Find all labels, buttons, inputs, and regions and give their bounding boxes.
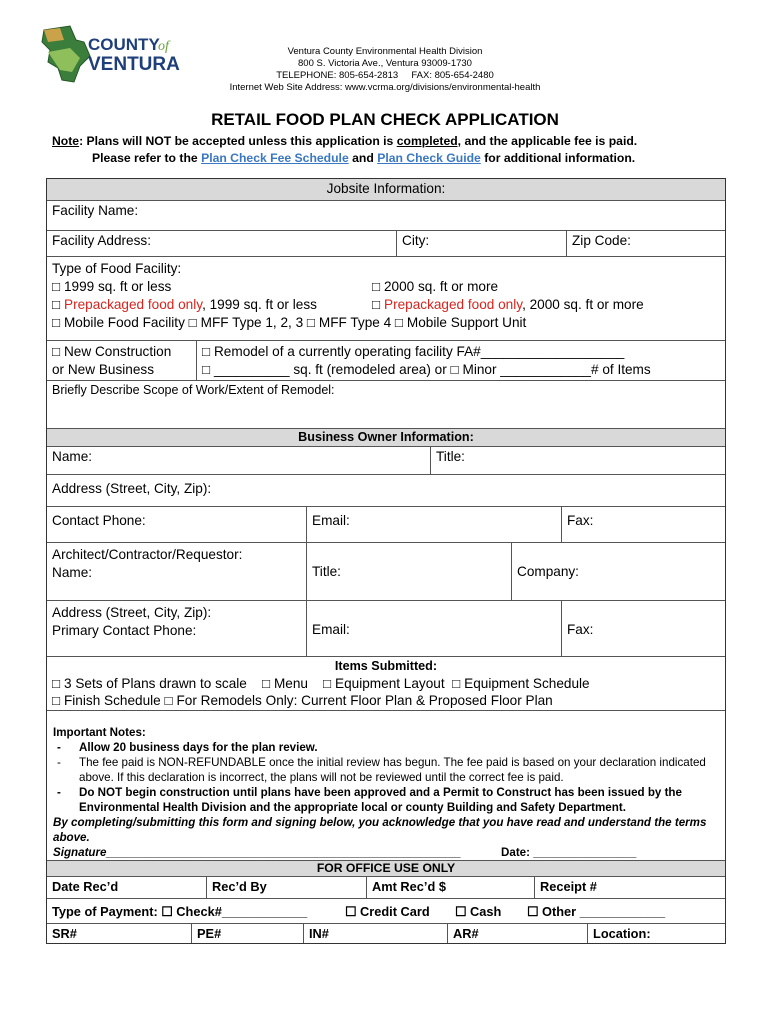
agency-phone: TELEPHONE: 805-654-2813 FAX: 805-654-2480 — [276, 70, 494, 81]
office-header-label: FOR OFFICE USE ONLY — [316, 861, 456, 875]
checkbox: □ — [372, 297, 384, 312]
prepack-size: , 2000 sq. ft or more — [522, 297, 644, 312]
facility-address-field[interactable] — [47, 231, 397, 256]
items-header: Items Submitted: — [334, 659, 438, 673]
owner-phone-label: Contact Phone: — [52, 513, 146, 528]
owner-email-label: Email: — [312, 513, 350, 528]
location-field[interactable] — [588, 924, 725, 943]
new-business-label: or New Business — [52, 362, 154, 377]
agency-info — [200, 46, 570, 94]
architect-email-field[interactable] — [307, 601, 562, 656]
recd-by-field[interactable] — [207, 877, 367, 898]
items-submitted-section — [47, 657, 725, 710]
county-logo — [40, 22, 190, 86]
items-line-2[interactable]: □ Finish Schedule □ For Remodels Only: Current Floor Plan & Proposed Floor Plan — [52, 693, 553, 708]
facility-type-section — [47, 257, 725, 340]
new-construction-option[interactable] — [47, 341, 197, 380]
architect-fax-label: Fax: — [567, 622, 594, 637]
opt-2000[interactable]: □ 2000 sq. ft or more — [372, 279, 499, 294]
agency-web: Internet Web Site Address: www.vcrma.org/divisions/environmental-health — [229, 82, 541, 93]
application-form — [46, 178, 726, 944]
payment-cash[interactable]: ☐ Cash — [455, 904, 502, 919]
office-header — [47, 861, 725, 877]
sr-field[interactable] — [47, 924, 192, 943]
remodel-area-label: □ __________ sq. ft (remodeled area) or □ Minor ____________# of Items — [202, 362, 651, 377]
zip-field[interactable] — [567, 231, 725, 256]
facility-name-label: Facility Name: — [52, 203, 139, 218]
agency-address: 800 S. Victoria Ave., Ventura 93009-1730 — [298, 58, 472, 69]
receipt-field[interactable] — [535, 877, 725, 898]
amt-recd-field[interactable] — [367, 877, 535, 898]
opt-prepack-2000[interactable] — [372, 296, 644, 314]
prepack-label: Prepackaged food only — [64, 297, 203, 312]
payment-credit[interactable]: ☐ Credit Card — [345, 904, 430, 919]
opt-1999[interactable]: □ 1999 sq. ft or less — [52, 279, 172, 294]
owner-header-label: Business Owner Information: — [298, 430, 474, 444]
plan-check-guide-link[interactable]: Plan Check Guide — [377, 151, 481, 165]
architect-title-field[interactable] — [307, 543, 512, 600]
architect-address-label: Address (Street, City, Zip): — [52, 605, 212, 620]
note-info: for additional information. — [480, 151, 636, 165]
remodel-label: □ Remodel of a currently operating facility FA#___________________ — [202, 344, 625, 359]
note — [52, 133, 637, 167]
note-item-2: - The fee paid is NON-REFUNDABLE once the initial review has begun. The fee paid is based on your declaration indicated above. If this declaration is incorrect, the plans will not be reviewed until the correct fee is paid. — [53, 755, 719, 785]
note-refer: Please refer to the — [92, 151, 202, 165]
page-title: RETAIL FOOD PLAN CHECK APPLICATION — [211, 110, 559, 129]
owner-name-field[interactable] — [47, 447, 431, 474]
fee-schedule-link[interactable]: Plan Check Fee Schedule — [201, 151, 349, 165]
note-label: Note — [52, 134, 80, 148]
owner-address-label: Address (Street, City, Zip): — [52, 481, 212, 496]
architect-company-field[interactable] — [512, 543, 725, 600]
new-construction-label: □ New Construction — [52, 344, 172, 359]
scope-label: Briefly Describe Scope of Work/Extent of Remodel: — [52, 383, 335, 397]
notes-header: Important Notes: — [53, 726, 146, 739]
owner-fax-label: Fax: — [567, 513, 594, 528]
owner-header — [47, 429, 725, 447]
pe-field[interactable] — [192, 924, 304, 943]
date-field[interactable]: Date: ________________ — [501, 846, 637, 859]
facility-name-field[interactable] — [47, 201, 725, 231]
in-field[interactable] — [304, 924, 448, 943]
architect-email-label: Email: — [312, 622, 350, 637]
payment-other[interactable]: ☐ Other ____________ — [527, 904, 666, 919]
opt-prepack-1999[interactable] — [52, 296, 372, 314]
receipt-label: Receipt # — [540, 879, 597, 894]
note-and: and — [348, 151, 378, 165]
architect-label: Architect/Contractor/Requestor: — [52, 547, 243, 562]
opt-mobile[interactable]: □ Mobile Food Facility □ MFF Type 1, 2, 3 □ MFF Type 4 □ Mobile Support Unit — [52, 315, 527, 330]
agency-name: Ventura County Environmental Health Division — [287, 46, 483, 57]
location-label: Location: — [593, 926, 651, 941]
owner-name-label: Name: — [52, 449, 93, 464]
owner-title-field[interactable] — [431, 447, 725, 474]
note-completed: completed, — [396, 134, 462, 148]
owner-title-label: Title: — [436, 449, 465, 464]
ar-field[interactable] — [448, 924, 588, 943]
city-label: City: — [402, 233, 430, 248]
architect-title-label: Title: — [312, 564, 341, 579]
owner-phone-field[interactable] — [47, 507, 307, 542]
facility-address-label: Facility Address: — [52, 233, 151, 248]
architect-company-label: Company: — [517, 564, 579, 579]
architect-fax-field[interactable] — [562, 601, 725, 656]
note-text: : Plans will NOT be accepted unless this application is — [79, 134, 397, 148]
important-notes — [47, 711, 725, 860]
architect-name-field[interactable] — [47, 543, 307, 600]
amt-recd-label: Amt Rec’d $ — [372, 879, 446, 894]
prepack-size: , 1999 sq. ft or less — [202, 297, 317, 312]
jobsite-header-label: Jobsite Information: — [326, 181, 446, 196]
date-recd-label: Date Rec’d — [52, 879, 119, 894]
jobsite-header — [47, 179, 725, 201]
svg-text:of: of — [158, 39, 169, 54]
logo-ventura-text: VENTURA — [88, 54, 180, 75]
in-label: IN# — [309, 926, 329, 941]
pe-label: PE# — [197, 926, 222, 941]
payment-check[interactable]: Type of Payment: ☐ Check#____________ — [52, 904, 308, 919]
owner-email-field[interactable] — [307, 507, 562, 542]
zip-label: Zip Code: — [572, 233, 631, 248]
items-line-1[interactable]: □ 3 Sets of Plans drawn to scale □ Menu □ Equipment Layout □ Equipment Schedule — [52, 676, 590, 691]
facility-type-label: Type of Food Facility: — [52, 261, 182, 276]
logo-county-text: COUNTY — [88, 35, 160, 54]
remodel-option[interactable] — [197, 341, 725, 380]
architect-phone-label: Primary Contact Phone: — [52, 623, 197, 638]
ar-label: AR# — [453, 926, 479, 941]
county-map-icon — [40, 22, 190, 86]
city-field[interactable] — [397, 231, 567, 256]
architect-name-label: Name: — [52, 565, 93, 580]
checkbox: □ — [52, 297, 64, 312]
sr-label: SR# — [52, 926, 77, 941]
acknowledgement: By completing/submitting this form and signing below, you acknowledge that you have read and understand the terms above. — [53, 816, 707, 844]
owner-address-field[interactable] — [47, 475, 725, 507]
note-text-2: and the applicable fee is paid. — [461, 134, 638, 148]
date-recd-field[interactable] — [47, 877, 207, 898]
signature-field[interactable]: Signature_______________________________________________________ — [53, 846, 462, 859]
prepack-label: Prepackaged food only — [384, 297, 523, 312]
note-item-3: - Do NOT begin construction until plans have been approved and a Permit to Construct has been issued by the Environmental Health Division and the appropriate local or county Building and Safety Department. — [53, 785, 719, 815]
recd-by-label: Rec’d By — [212, 879, 267, 894]
note-item-1: - Allow 20 business days for the plan review. — [53, 740, 719, 755]
owner-fax-field[interactable] — [562, 507, 725, 542]
architect-phone-field[interactable] — [47, 601, 307, 656]
scope-field[interactable] — [47, 381, 725, 429]
